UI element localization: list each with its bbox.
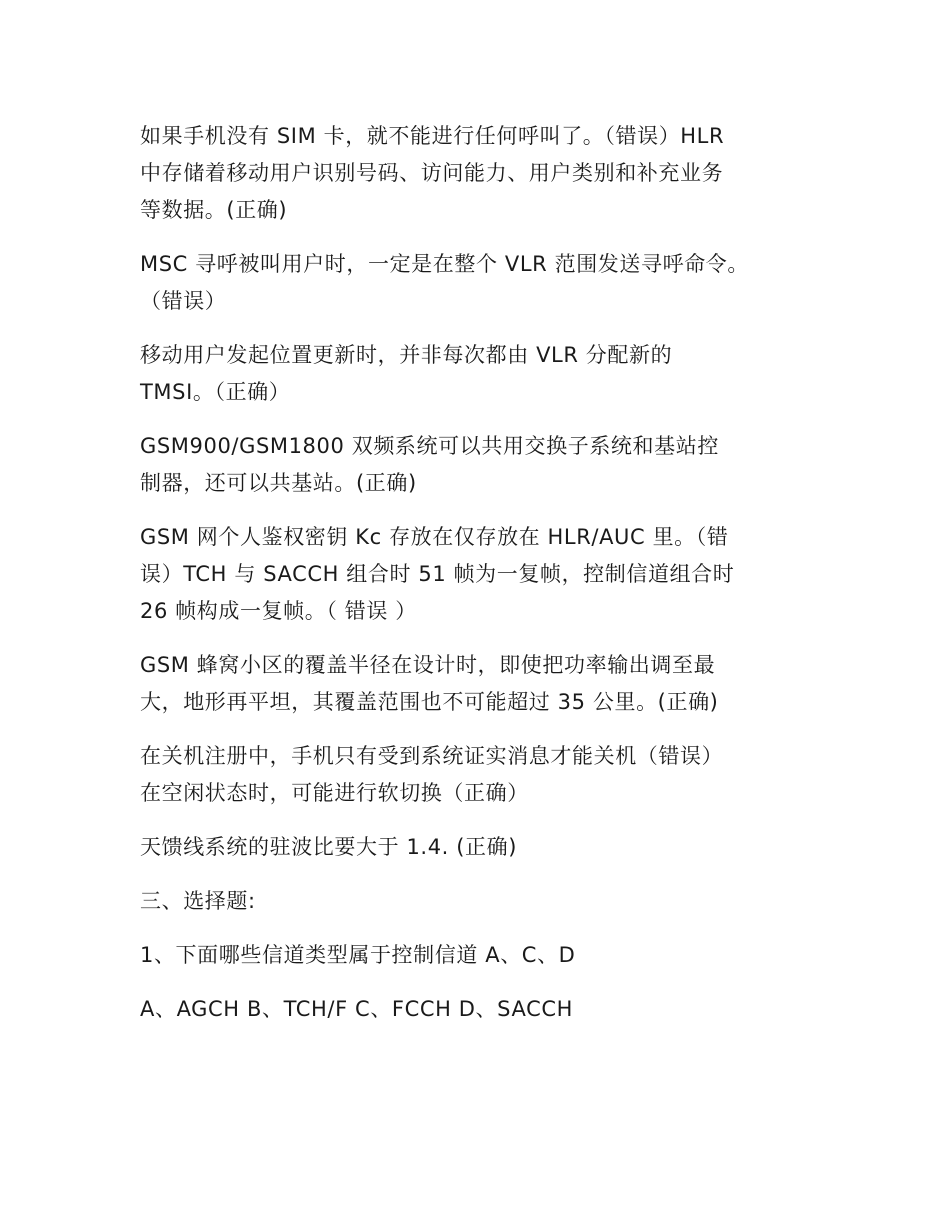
statement-location-update [140, 337, 810, 411]
text-line: GSM 蜂窝小区的覆盖半径在设计时，即使把功率输出调至最 [140, 653, 716, 677]
text-line: 在空闲状态时，可能进行软切换（正确） [140, 781, 529, 805]
question-1 [140, 937, 810, 974]
text-line: 1、下面哪些信道类型属于控制信道 A、C、D [140, 943, 576, 967]
text-line: GSM 网个人鉴权密钥 Kc 存放在仅存放在 HLR/AUC 里。（错 [140, 525, 729, 549]
text-line: MSC 寻呼被叫用户时，一定是在整个 VLR 范围发送寻呼命令。 [140, 252, 749, 276]
text-line: TMSI。（正确） [140, 380, 291, 404]
text-line: 中存储着移动用户识别号码、访问能力、用户类别和补充业务 [140, 161, 724, 185]
text-line: 如果手机没有 SIM 卡，就不能进行任何呼叫了。（错误）HLR [140, 124, 725, 148]
statement-dual-band [140, 428, 810, 502]
text-line: 大，地形再平坦，其覆盖范围也不可能超过 35 公里。(正确) [140, 690, 719, 714]
statement-kc-multiframe [140, 519, 810, 630]
text-line: 天馈线系统的驻波比要大于 1.4. (正确) [140, 835, 518, 859]
text-line: 26 帧构成一复帧。（ 错误 ） [140, 599, 417, 623]
statement-vswr [140, 829, 810, 866]
text-line: 误）TCH 与 SACCH 组合时 51 帧为一复帧，控制信道组合时 [140, 562, 735, 586]
text-line: （错误） [140, 289, 227, 313]
text-line: 等数据。(正确) [140, 198, 288, 222]
statement-power-off-handover [140, 738, 810, 812]
text-line: 在关机注册中，手机只有受到系统证实消息才能关机（错误） [140, 744, 724, 768]
section-heading [140, 883, 810, 920]
text-line: A、AGCH B、TCH/F C、FCCH D、SACCH [140, 997, 573, 1021]
text-line: 制器，还可以共基站。(正确) [140, 471, 417, 495]
statement-msc-paging [140, 246, 810, 320]
statement-cell-radius [140, 647, 810, 721]
question-1-options [140, 991, 810, 1028]
text-line: 三、选择题: [140, 889, 256, 913]
document-body [140, 118, 810, 1045]
text-line: 移动用户发起位置更新时，并非每次都由 VLR 分配新的 [140, 343, 673, 367]
statement-sim-hlr [140, 118, 810, 229]
text-line: GSM900/GSM1800 双频系统可以共用交换子系统和基站控 [140, 434, 719, 458]
